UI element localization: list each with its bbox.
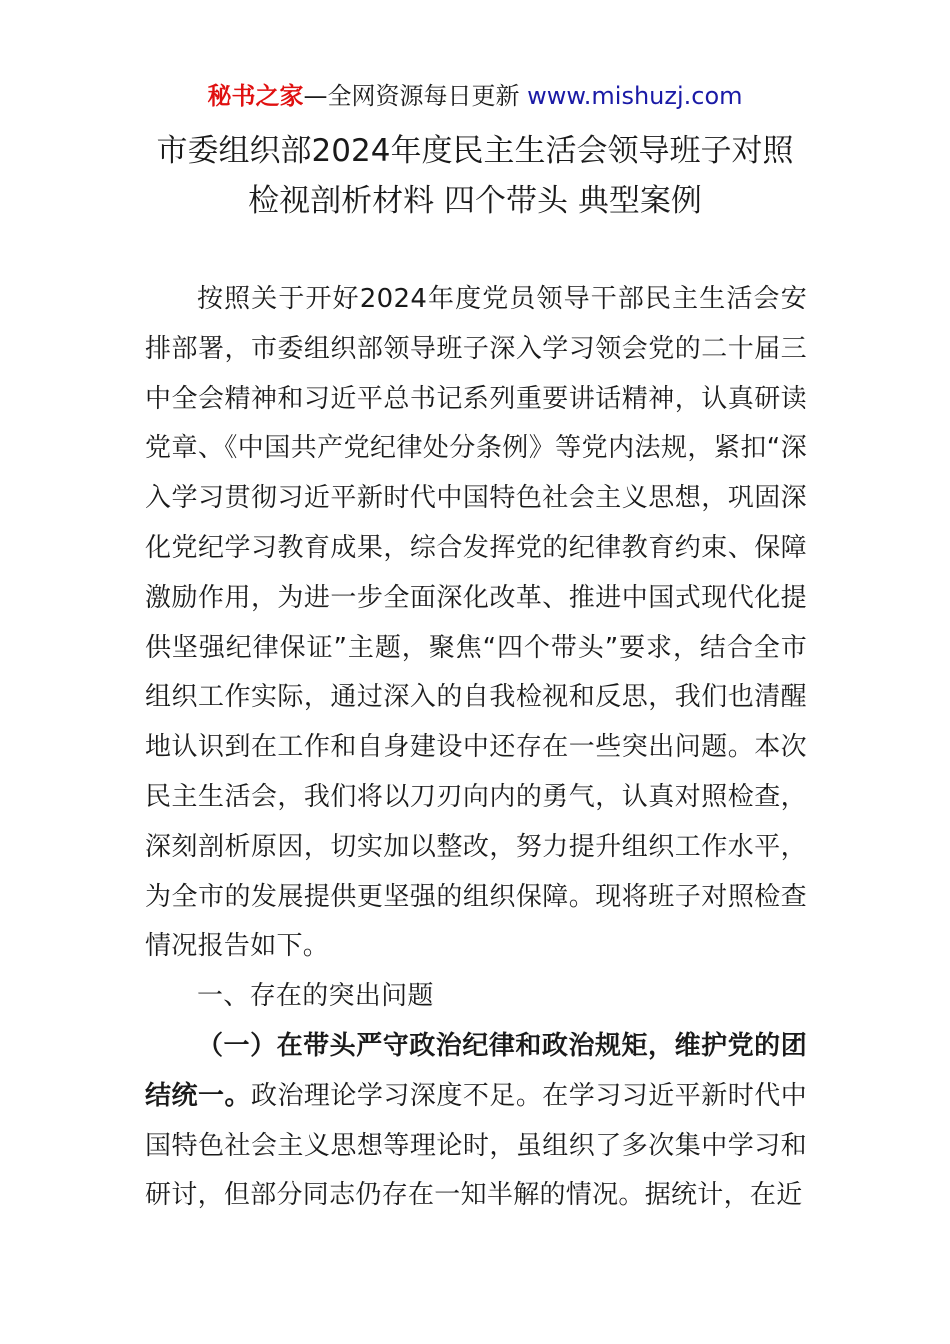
subsection-text-1: 政治理论学习深度不足。在学习习近平新时代中国特色社会主义思想等理论时，虽组织了多次集中学习和研讨，但部分同志仍存在一知半解的情况。据统计，在近 bbox=[145, 1080, 807, 1211]
subsection-paragraph-1 bbox=[145, 1022, 807, 1221]
title-line-2: 检视剖析材料 四个带头 典型案例 bbox=[248, 183, 702, 219]
document-title bbox=[0, 126, 950, 226]
document-body bbox=[145, 275, 807, 1221]
brand-name: 秘书之家 bbox=[207, 82, 304, 110]
header-tagline: —全网资源每日更新 bbox=[303, 82, 528, 110]
intro-paragraph: 按照关于开好2024年度党员领导干部民主生活会安排部署，市委组织部领导班子深入学习领会党的二十届三中全会精神和习近平总书记系列重要讲话精神，认真研读党章、《中国共产党纪律处分条例》等党内法规，紧扣“深入学习贯彻习近平新时代中国特色社会主义思想，巩固深化党纪学习教育成果，综合发挥党的纪律教育约束、保障激励作用，为进一步全面深化改革、推进中国式现代化提供坚强纪律保证”主题，聚焦“四个带头”要求，结合全市组织工作实际，通过深入的自我检视和反思，我们也清醒地认识到在工作和自身建设中还存在一些突出问题。本次民主生活会，我们将以刀刃向内的勇气，认真对照检查，深刻剖析原因，切实加以整改，努力提升组织工作水平，为全市的发展提供更坚强的组织保障。现将班子对照检查情况报告如下。 bbox=[145, 284, 807, 962]
subsection-heading-1: （一）在带头严守政治纪律和政治规矩，维护党的团结统一。 bbox=[145, 1030, 807, 1111]
title-line-1: 市委组织部2024年度民主生活会领导班子对照 bbox=[156, 133, 794, 169]
site-header bbox=[0, 78, 950, 114]
section-heading-1: 一、存在的突出问题 bbox=[197, 981, 434, 1012]
site-url-link[interactable]: www.mishuzj.com bbox=[527, 82, 743, 110]
